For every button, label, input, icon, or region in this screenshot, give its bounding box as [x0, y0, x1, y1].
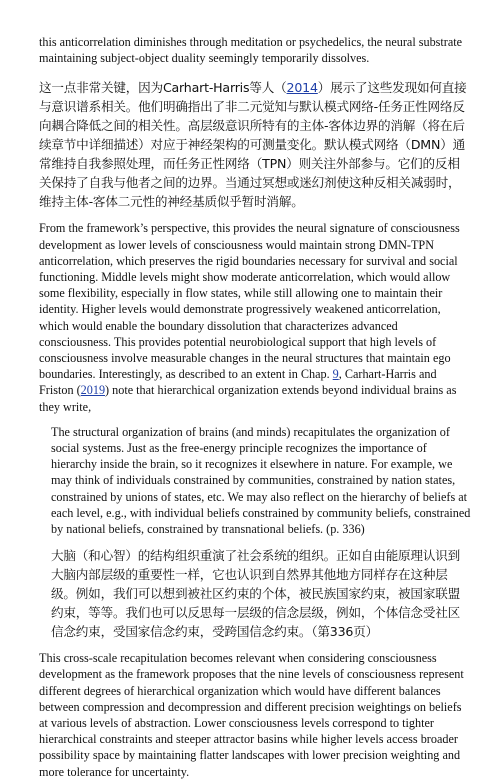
paragraph-chinese-dmn-tpn	[39, 78, 471, 211]
document-page	[39, 34, 471, 780]
block-quote-chinese: 大脑（和心智）的结构组织重演了社会系统的组织。正如自由能原理认识到大脑内部层级的重要性一样，它也认识到自然界其他地方同样存在这种层级。例如，我们可以想到被社区约束的个体，被民族国家约束，被国家联盟约束，等等。我们也可以反思每一层级的信念层级，例如，个体信念受社区信念约束，受国家信念约束，受跨国信念约束。（第336页）	[51, 548, 460, 640]
paragraph-text-start: From the framework’s perspective, this provides the neural signature of consciousness development as lower levels of consciousness would maintain strong DMN-TPN anticorrelation, which preserves the rigid boundaries necessary for survival and social functioning. Middle levels might show moderate anticorrelation, which would allow some flexibility, especially in flow states, while still allowing one to maintain their identity. Higher levels would demonstrate progressively weakened anticorrelation, which would enable the boundary dissolution that characterizes advanced consciousness. This provides potential neurobiological support that high levels of consciousness involve measurable changes in the neural structures that maintain ego boundaries. Interestingly, as described to an extent in Chap.	[39, 221, 460, 382]
paragraph-intro-continuation: this anticorrelation diminishes through meditation or psychedelics, the neural substrate maintaining subject-object duality seemingly temporarily dissolves.	[39, 35, 463, 66]
citation-link-2014[interactable]: 2014	[286, 80, 318, 96]
paragraph-text-after-citation: ）展示了这些发现如何直接与意识谱系相关。他们明确指出了非二元觉知与默认模式网络-任务正性网络反向耦合降低之间的相关性。高层级意识所特有的主体-客体边界的消解（将在后续章节中详细描述）对应于神经架构的可测量变化。默认模式网络（DMN）通常维持自我参照处理，而任务正性网络（TPN）则关注外部参与。它们的反相关保持了自我与他者之间的边界。当通过冥想或迷幻剂使这种反相关减弱时，维持主体-客体二元性的神经基质似乎暂时消解。	[39, 80, 467, 210]
paragraph-text-middle: , Carhart-Harris and Friston (	[39, 367, 437, 398]
block-quote-english: The structural organization of brains (and minds) recapitulates the organization of social systems. Just as the free-energy principle recognizes the importance of hierarchy inside the brain, so it recognizes it elsewhere in nature. For example, we may think of individuals constrained by communities, constrained by nation states, constrained by unions of states, etc. We may also reflect on the hierarchy of beliefs at each level, e.g., with individual beliefs constrained by community beliefs, constrained by national beliefs, constrained by transnational beliefs. (p. 336)	[51, 424, 471, 537]
paragraph-framework-perspective	[39, 220, 471, 414]
paragraph-cross-scale: This cross-scale recapitulation becomes relevant when considering consciousness development as the framework proposes that the nine levels of consciousness represent different degrees of hierarchical organization which would have different balances between compression and decompression and different precision weightings on beliefs at various levels of abstraction. Lower consciousness levels correspond to tighter hierarchical constraints and steeper attractor basins while higher levels access broader possibility space by maintaining flatter landscapes with lower precision weighting and more tolerance for uncertainty.	[39, 651, 464, 779]
paragraph-text-before-citation: 这一点非常关键，因为Carhart-Harris等人（	[39, 80, 287, 96]
citation-link-2019[interactable]: 2019	[80, 383, 106, 398]
paragraph-text-end: ) note that hierarchical organization extends beyond individual brains as they write,	[39, 383, 457, 414]
chapter-link-9[interactable]: 9	[332, 367, 339, 382]
